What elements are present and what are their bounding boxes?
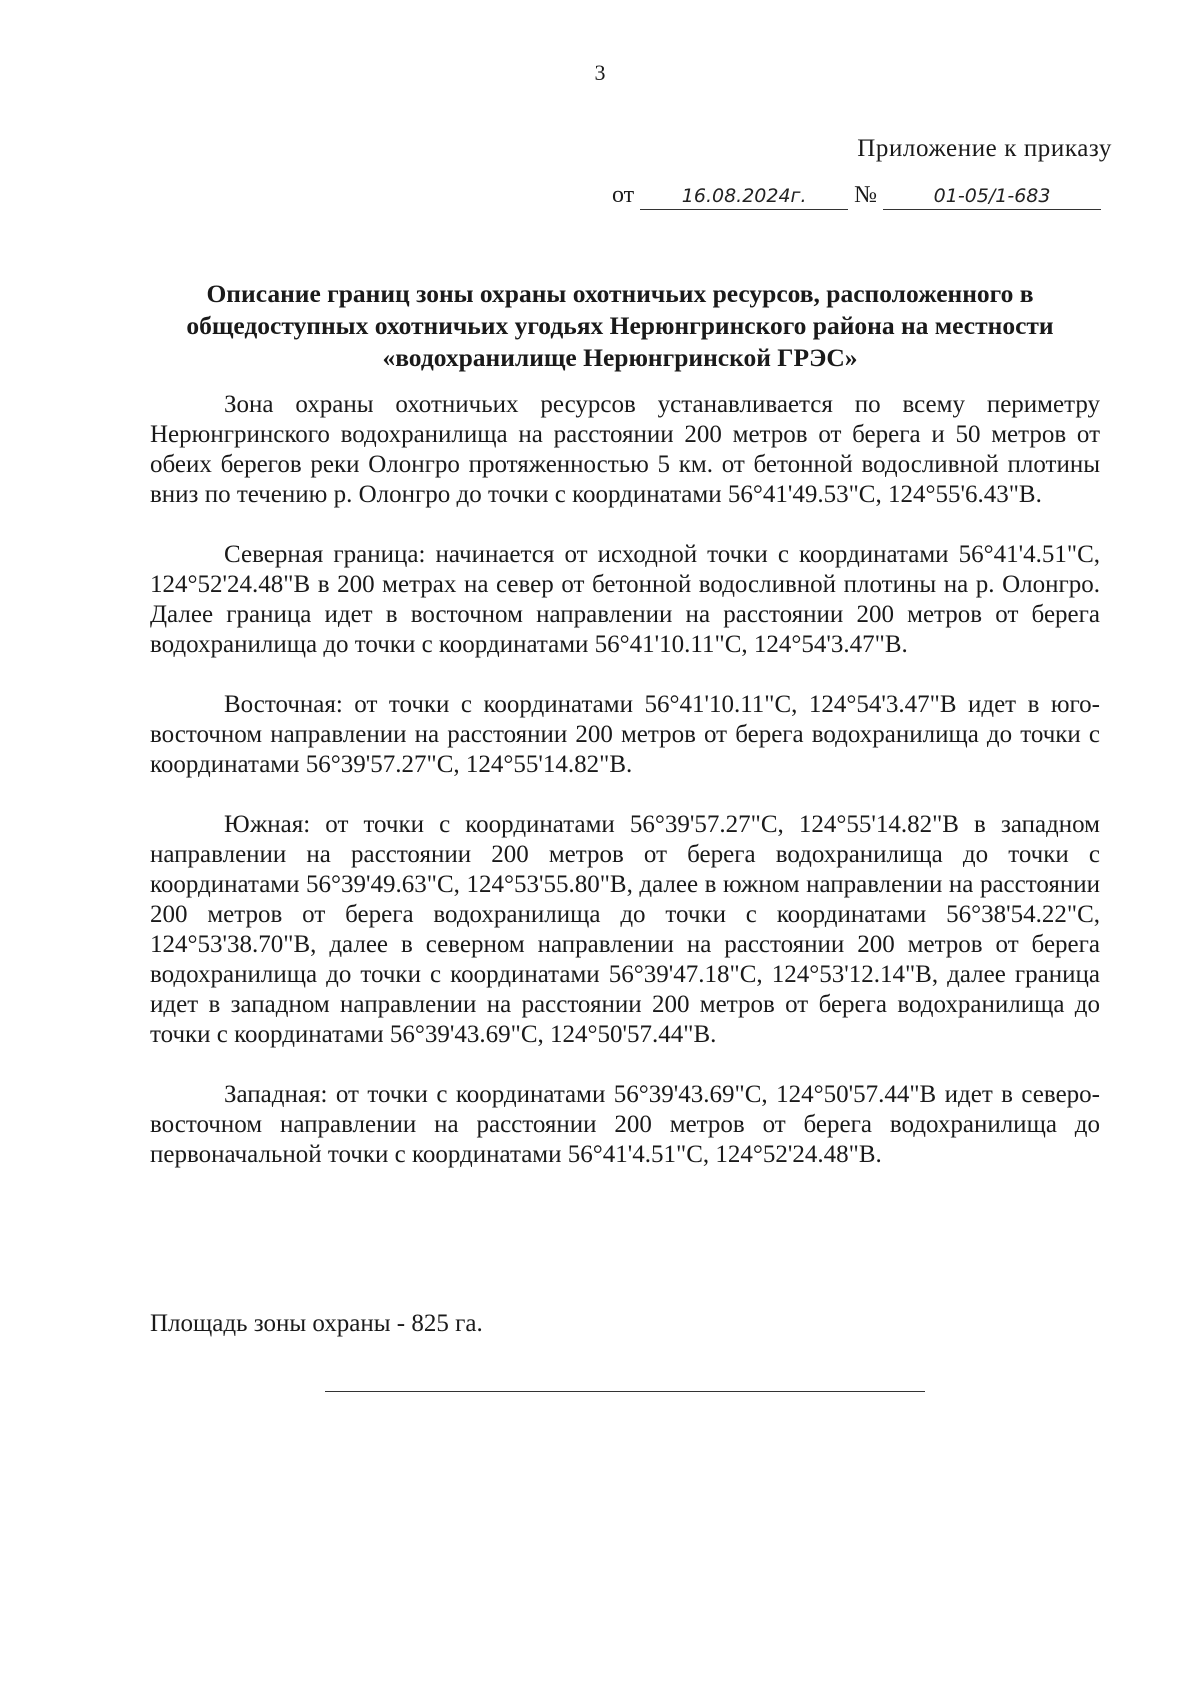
paragraph-west-boundary: Западная: от точки с координатами 56°39'43.69"С, 124°50'57.44"В идет в северо-восточном направлении на расстоянии 200 метров от берега водохранилища до первоначальной точки с координатами 56°41'4.51"С, 124°52'24.48"В. <box>150 1081 1100 1168</box>
page-number: 3 <box>594 60 606 85</box>
paragraph-east-boundary: Восточная: от точки с координатами 56°41'10.11"С, 124°54'3.47"В идет в юго-восточном направлении на расстоянии 200 метров от берега водохранилища до точки с координатами 56°39'57.27"С, 124°55'14.82"В. <box>150 691 1100 778</box>
paragraph-intro: Зона охраны охотничьих ресурсов устанавливается по всему периметру Нерюнгринского водохранилища на расстоянии 200 метров от берега и 50 метров от обеих берегов реки Олонгро протяженностью 5 км. от бетонной водосливной плотины вниз по течению р. Олонгро до точки с координатами 56°41'49.53"С, 124°55'6.43"В. <box>150 391 1100 508</box>
closing-divider <box>325 1391 925 1392</box>
order-reference <box>612 182 1101 210</box>
appendix-title: Приложение к приказу <box>857 135 1112 162</box>
number-label: № <box>854 182 878 208</box>
paragraph-south-boundary: Южная: от точки с координатами 56°39'57.27"С, 124°55'14.82"В в западном направлении на расстоянии 200 метров от берега водохранилища до точки с координатами 56°39'49.63"С, 124°53'55.80"В, далее в южном направлении на расстоянии 200 метров от берега водохранилища до точки с координатами 56°38'54.22"С, 124°53'38.70"В, далее в северном направлении на расстоянии 200 метров от берега водохранилища до точки с координатами 56°39'47.18"С, 124°53'12.14"В, далее граница идет в западном направлении на расстоянии 200 метров от берега водохранилища до точки с координатами 56°39'43.69"С, 124°50'57.44"В. <box>150 811 1100 1048</box>
date-label: от <box>612 182 635 208</box>
order-number-handwritten: 01-05/1-683 <box>883 185 1101 210</box>
document-title: Описание границ зоны охраны охотничьих ресурсов, расположенного в общедоступных охотничьих угодьях Нерюнгринского района на местности «водохранилище Нерюнгринской ГРЭС» <box>186 279 1054 372</box>
order-date-handwritten: 16.08.2024г. <box>640 185 848 210</box>
area-statement: Площадь зоны охраны - 825 га. <box>150 1310 483 1337</box>
document-body <box>150 390 1100 1200</box>
paragraph-north-boundary: Северная граница: начинается от исходной точки с координатами 56°41'4.51"С, 124°52'24.48"В в 200 метрах на север от бетонной водосливной плотины на р. Олонгро. Далее граница идет в восточном направлении на расстоянии 200 метров от берега водохранилища до точки с координатами 56°41'10.11"С, 124°54'3.47"В. <box>150 541 1100 658</box>
